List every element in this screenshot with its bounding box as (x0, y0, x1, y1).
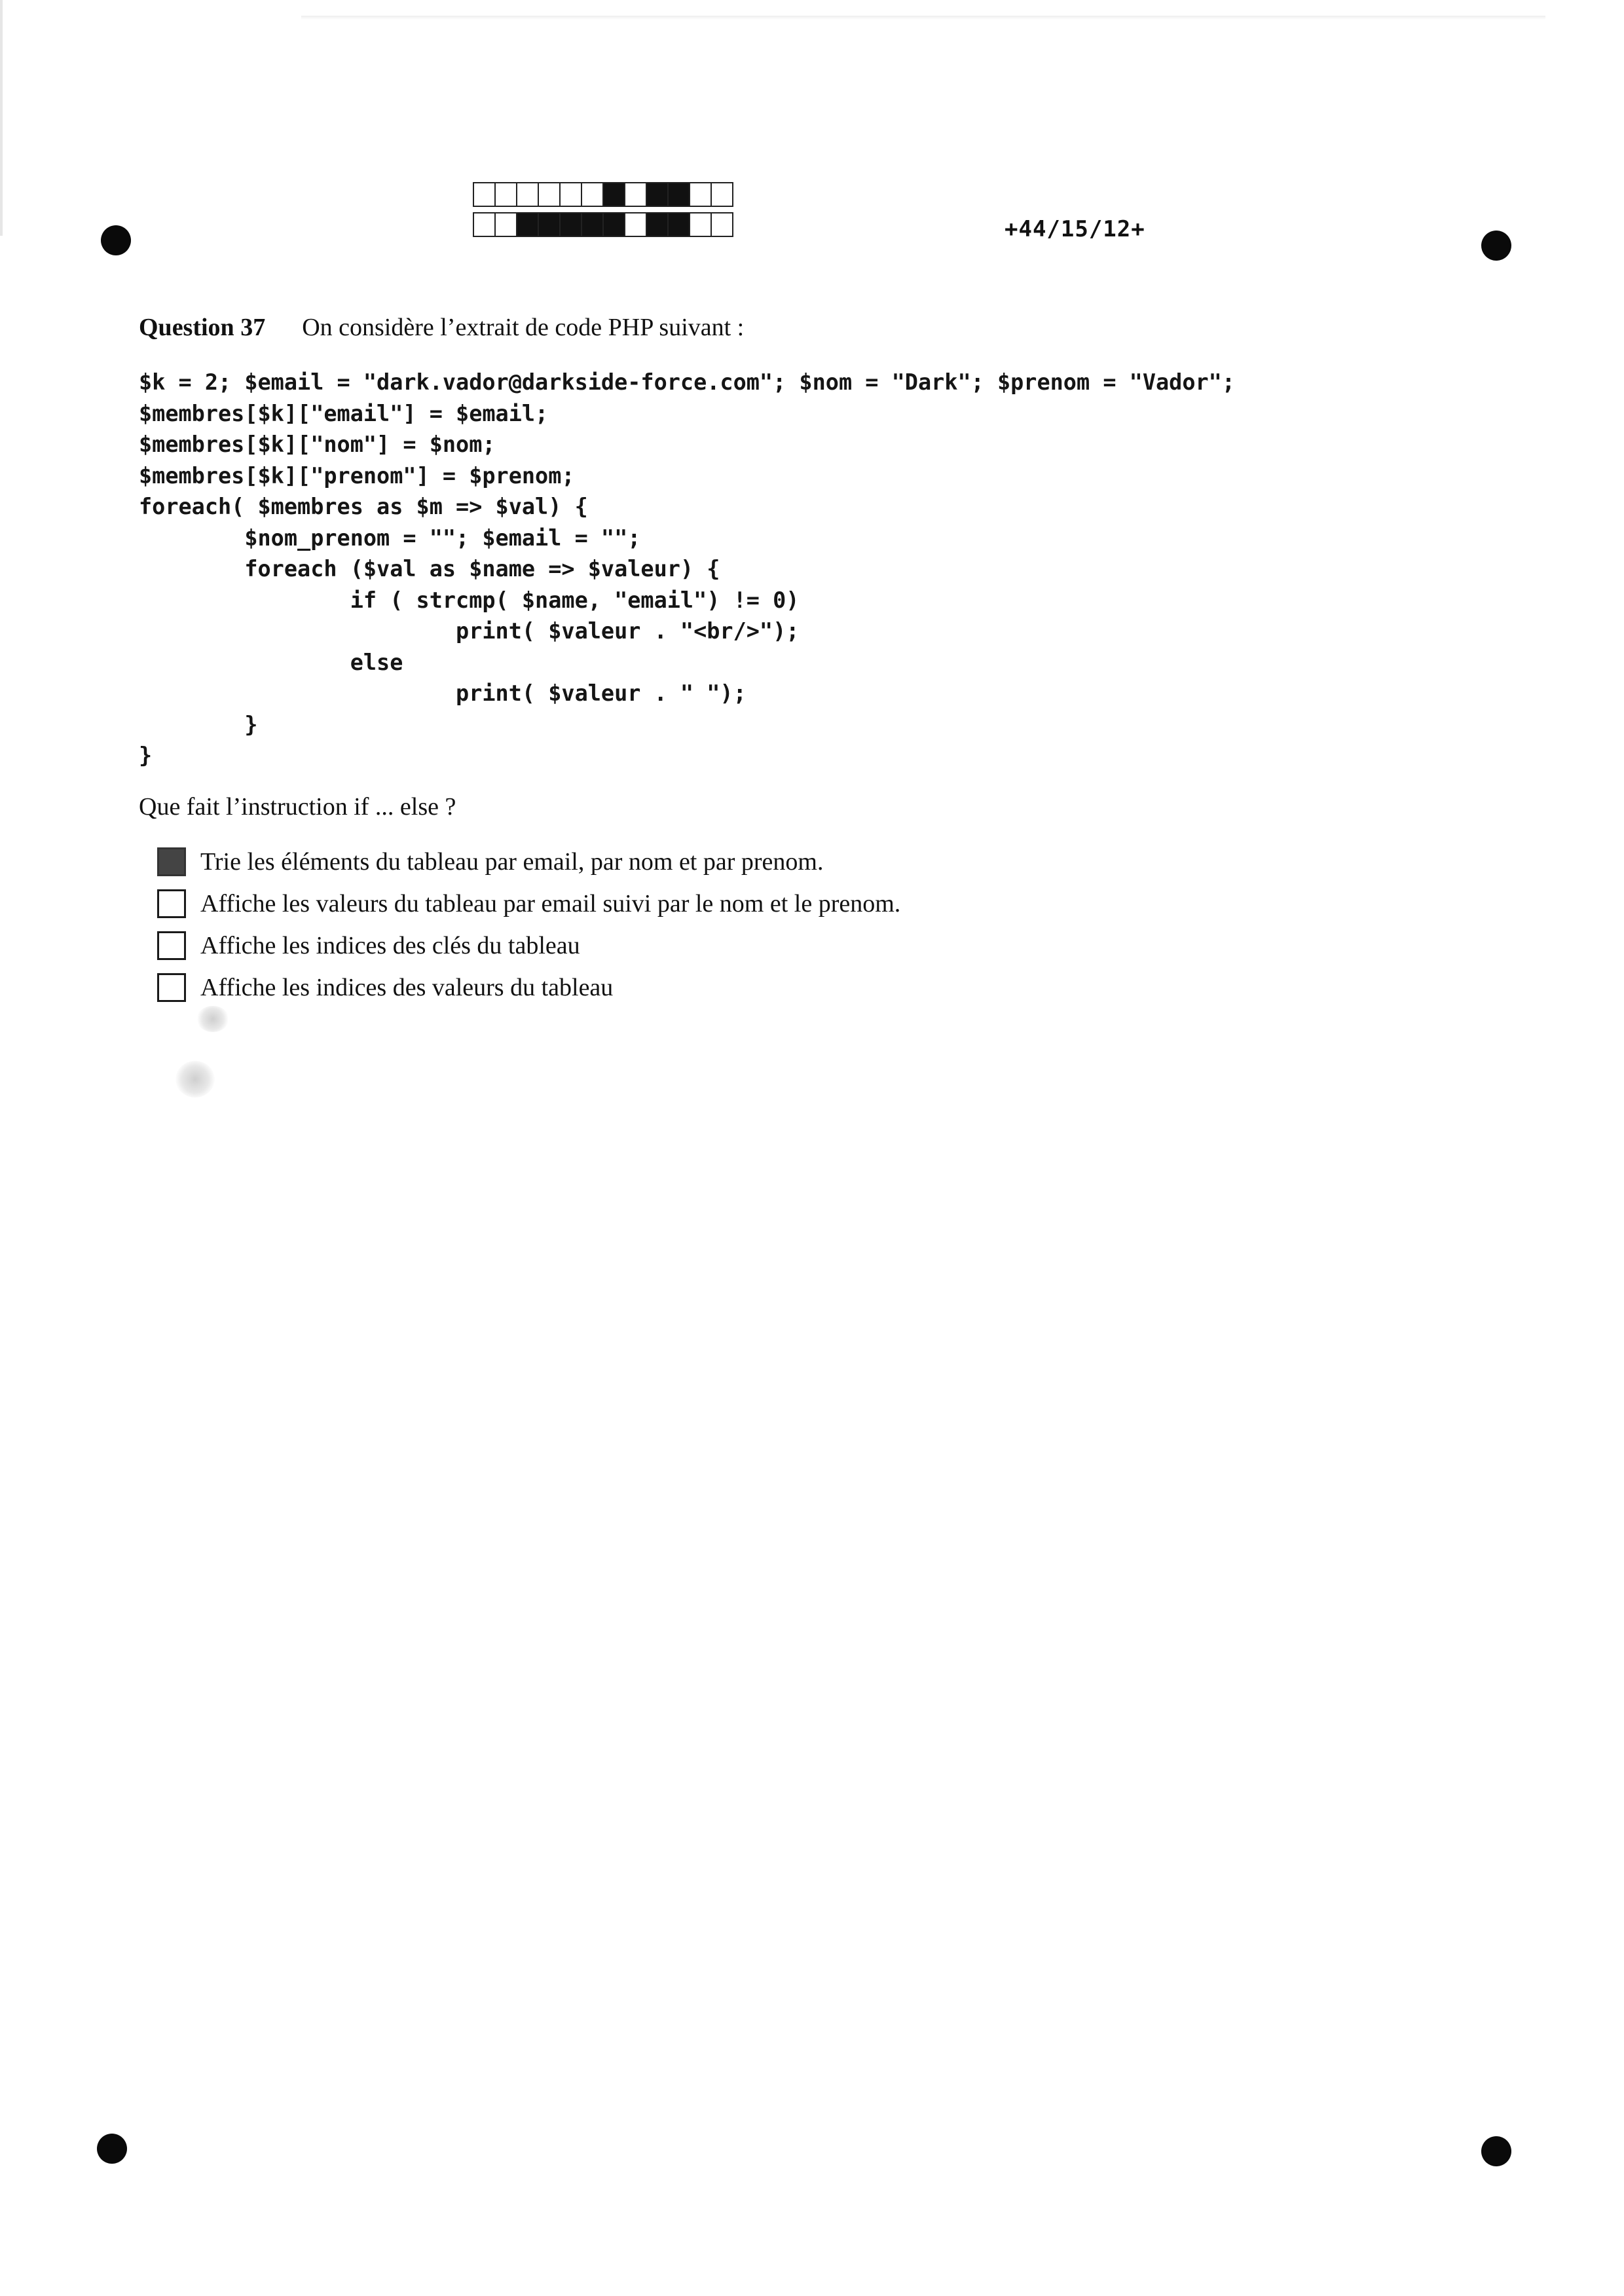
barcode-cell (624, 182, 647, 207)
barcode-cell (689, 182, 712, 207)
code-line: foreach ($val as $name => $valeur) { (139, 556, 720, 582)
barcode-cell (646, 212, 669, 237)
question-prompt: Que fait l’instruction if ... else ? (139, 793, 456, 821)
barcode-row (473, 212, 732, 237)
barcode-cell (559, 182, 582, 207)
answer-checkbox[interactable] (157, 847, 186, 876)
page-edge-shadow-left (0, 0, 3, 236)
answer-checkbox[interactable] (157, 889, 186, 918)
barcode-cell (538, 182, 561, 207)
code-line: $membres[$k]["prenom"] = $prenom; (139, 462, 575, 489)
registration-mark-bottom-left (97, 2134, 127, 2164)
code-line: } (139, 743, 153, 768)
sheet-barcode (473, 182, 732, 242)
barcode-cell (624, 212, 647, 237)
code-line: $nom_prenom = ""; $email = ""; (139, 525, 641, 551)
answer-list (157, 841, 900, 1009)
answer-label: Affiche les indices des valeurs du tableau (200, 974, 614, 1001)
barcode-cell (494, 212, 517, 237)
registration-mark-top-left (101, 225, 131, 255)
barcode-cell (516, 182, 539, 207)
registration-mark-bottom-right (1481, 2136, 1511, 2166)
barcode-cell (538, 212, 561, 237)
question-intro: On considère l’extrait de code PHP suivant : (302, 314, 745, 341)
code-line: print( $valeur . "<br/>"); (139, 618, 800, 644)
barcode-cell (516, 212, 539, 237)
barcode-cell (667, 182, 690, 207)
pencil-smudge (196, 1006, 229, 1032)
answer-option[interactable] (157, 841, 900, 883)
answer-label: Affiche les valeurs du tableau par email suivi par le nom et le prenom. (200, 890, 901, 917)
code-line: print( $valeur . " "); (139, 680, 747, 706)
barcode-cell (473, 182, 496, 207)
barcode-cell (581, 182, 604, 207)
answer-checkbox[interactable] (157, 973, 186, 1002)
question-number: Question 37 (139, 314, 266, 341)
page-edge-shadow (301, 16, 1545, 20)
barcode-cell (559, 212, 582, 237)
barcode-cell (581, 212, 604, 237)
code-line: $membres[$k]["nom"] = $nom; (139, 432, 496, 457)
answer-option[interactable] (157, 883, 900, 925)
question-header (139, 313, 744, 342)
sheet-id: +44/15/12+ (1005, 216, 1145, 242)
registration-mark-top-right (1481, 231, 1511, 261)
barcode-cell (667, 212, 690, 237)
code-line: foreach( $membres as $m => $val) { (139, 494, 588, 519)
answer-option[interactable] (157, 925, 900, 967)
barcode-cell (494, 182, 517, 207)
barcode-cell (689, 212, 712, 237)
barcode-cell (710, 182, 733, 207)
answer-checkbox[interactable] (157, 931, 186, 960)
code-line: $membres[$k]["email"] = $email; (139, 400, 549, 426)
code-line: if ( strcmp( $name, "email") != 0) (139, 587, 800, 613)
code-line: else (139, 649, 403, 675)
pencil-smudge (175, 1061, 215, 1098)
barcode-row (473, 182, 732, 207)
php-code-block (139, 367, 1235, 771)
answer-label: Trie les éléments du tableau par email, par nom et par prenom. (200, 848, 824, 876)
barcode-cell (646, 182, 669, 207)
barcode-cell (602, 182, 625, 207)
barcode-cell (710, 212, 733, 237)
code-line: $k = 2; $email = "dark.vador@darkside-force.com"; $nom = "Dark"; $prenom = "Vador"; (139, 369, 1236, 395)
answer-option[interactable] (157, 967, 900, 1009)
barcode-cell (602, 212, 625, 237)
barcode-cell (473, 212, 496, 237)
code-line: } (139, 711, 258, 737)
answer-label: Affiche les indices des clés du tableau (200, 932, 580, 959)
